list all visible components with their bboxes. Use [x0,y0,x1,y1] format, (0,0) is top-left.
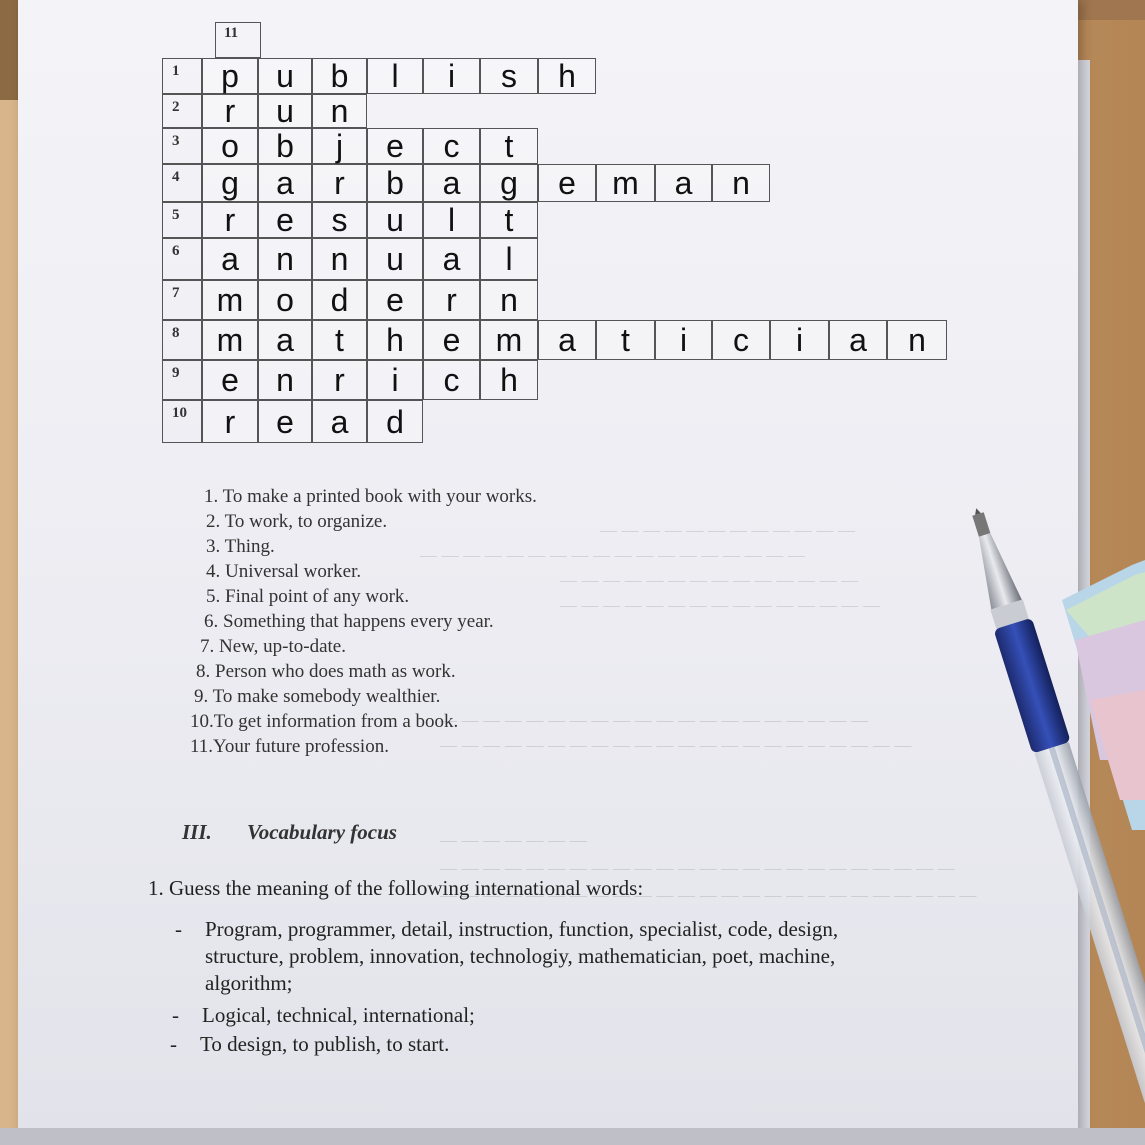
word-list-item [175,916,965,997]
clue-number-cell: 3 [162,128,202,164]
letter-cell[interactable]: m [202,320,258,360]
letter-cell[interactable]: t [480,202,538,238]
letter-cell[interactable]: m [202,280,258,320]
letter-cell[interactable]: d [312,280,367,320]
section-number: III. [182,820,212,844]
section-title: Vocabulary focus [247,820,397,844]
clue-item: 6. Something that happens every year. [204,611,494,632]
clue-item: 2. To work, to organize. [206,511,388,532]
clue-number-cell: 8 [162,320,202,360]
letter-cell[interactable]: a [312,400,367,443]
clue-item: 7. New, up-to-date. [200,636,346,657]
letter-cell[interactable]: e [367,280,423,320]
letter-cell[interactable]: a [655,164,712,202]
letter-cell[interactable]: p [202,58,258,94]
letter-cell[interactable]: r [423,280,480,320]
letter-cell[interactable]: i [770,320,829,360]
letter-cell[interactable]: a [423,238,480,280]
word-list-line: structure, problem, innovation, technologiy, mathematician, poet, machine, [205,944,836,968]
word-list-item [172,1002,962,1029]
background-strip [0,1128,1145,1145]
letter-cell[interactable]: h [538,58,596,94]
clue-item: 9. To make somebody wealthier. [194,686,441,707]
clue-item: 1. To make a printed book with your works. [204,486,537,507]
clue-item: 3. Thing. [206,536,275,557]
letter-cell[interactable]: n [887,320,947,360]
letter-cell[interactable]: t [312,320,367,360]
letter-cell[interactable]: u [367,238,423,280]
letter-cell[interactable]: n [258,360,312,400]
task-instruction: 1. Guess the meaning of the following international words: [148,876,644,900]
crossword-grid [0,0,1145,460]
letter-cell[interactable]: r [312,360,367,400]
letter-cell[interactable]: t [480,128,538,164]
clue-item: 10.To get information from a book. [190,711,459,732]
letter-cell[interactable]: l [423,202,480,238]
list-dash: - [170,1032,177,1056]
clue-number-cell: 9 [162,360,202,400]
letter-cell[interactable]: u [258,94,312,128]
letter-cell[interactable]: h [367,320,423,360]
letter-cell[interactable]: g [480,164,538,202]
clue-number-cell: 4 [162,164,202,202]
letter-cell[interactable]: i [655,320,712,360]
word-list-line: Program, programmer, detail, instruction, function, specialist, code, design, [205,917,839,941]
list-dash: - [175,917,182,941]
letter-cell[interactable]: n [258,238,312,280]
letter-cell[interactable]: l [367,58,423,94]
letter-cell[interactable]: a [258,164,312,202]
letter-cell[interactable]: a [829,320,887,360]
letter-cell[interactable]: a [538,320,596,360]
letter-cell[interactable]: l [480,238,538,280]
letter-cell[interactable]: n [712,164,770,202]
word-list-line: algorithm; [205,971,293,995]
letter-cell[interactable]: h [480,360,538,400]
letter-cell[interactable]: s [312,202,367,238]
clue-number-cell: 10 [162,400,202,443]
letter-cell[interactable]: b [258,128,312,164]
letter-cell[interactable]: g [202,164,258,202]
section-heading [182,820,397,845]
letter-cell[interactable]: t [596,320,655,360]
vertical-clue-number-cell: 11 [215,22,261,58]
letter-cell[interactable]: s [480,58,538,94]
list-dash: - [172,1003,179,1027]
letter-cell[interactable]: r [202,202,258,238]
letter-cell[interactable]: r [202,94,258,128]
letter-cell[interactable]: n [312,94,367,128]
word-list-item [170,1031,960,1058]
clue-number-cell: 5 [162,202,202,238]
letter-cell[interactable]: c [423,360,480,400]
letter-cell[interactable]: r [312,164,367,202]
letter-cell[interactable]: u [258,58,312,94]
clue-number-cell: 7 [162,280,202,320]
letter-cell[interactable]: o [258,280,312,320]
letter-cell[interactable]: m [596,164,655,202]
clue-item: 5. Final point of any work. [206,586,410,607]
letter-cell[interactable]: i [423,58,480,94]
letter-cell[interactable]: m [480,320,538,360]
letter-cell[interactable]: a [202,238,258,280]
letter-cell[interactable]: b [367,164,423,202]
letter-cell[interactable]: r [202,400,258,443]
clue-item: 8. Person who does math as work. [196,661,456,682]
letter-cell[interactable]: c [423,128,480,164]
letter-cell[interactable]: e [423,320,480,360]
clue-item: 11.Your future profession. [190,736,389,757]
word-list-line: Logical, technical, international; [202,1003,475,1027]
letter-cell[interactable]: b [312,58,367,94]
clue-number-cell: 6 [162,238,202,280]
letter-cell[interactable]: a [258,320,312,360]
letter-cell[interactable]: d [367,400,423,443]
letter-cell[interactable]: e [258,202,312,238]
clue-number-cell: 1 [162,58,202,94]
clue-item: 4. Universal worker. [206,561,362,582]
letter-cell[interactable]: e [202,360,258,400]
letter-cell[interactable]: o [202,128,258,164]
letter-cell[interactable]: j [312,128,367,164]
letter-cell[interactable]: a [423,164,480,202]
letter-cell[interactable]: c [712,320,770,360]
letter-cell[interactable]: u [367,202,423,238]
clue-number-cell: 2 [162,94,202,128]
letter-cell[interactable]: e [258,400,312,443]
letter-cell[interactable]: i [367,360,423,400]
word-list-line: To design, to publish, to start. [200,1032,450,1056]
letter-cell[interactable]: e [538,164,596,202]
letter-cell[interactable]: n [480,280,538,320]
letter-cell[interactable]: n [312,238,367,280]
letter-cell[interactable]: e [367,128,423,164]
